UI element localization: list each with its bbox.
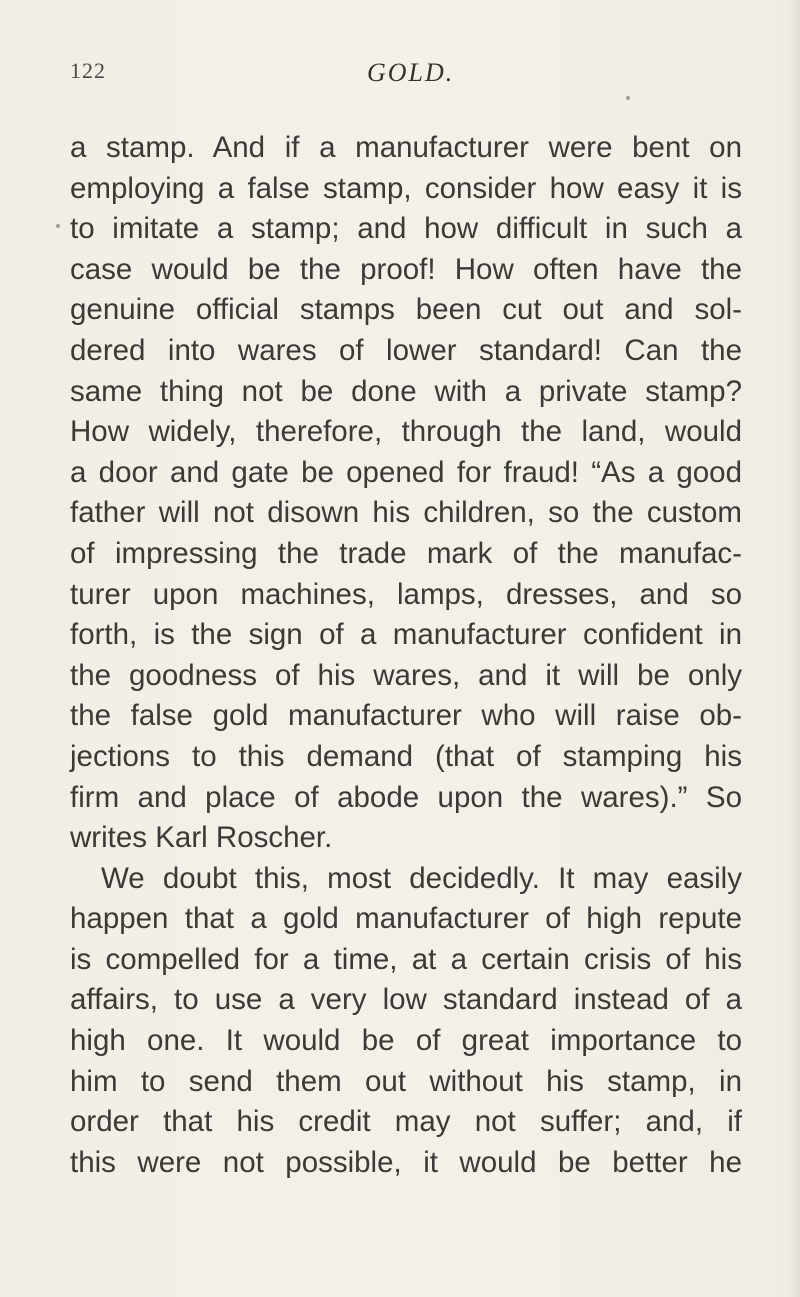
ink-speck <box>626 96 630 100</box>
text-line: is compelled for a time, at a certain crisis of his <box>70 942 742 976</box>
text-line: order that his credit may not suffer; and, if <box>70 1105 742 1139</box>
text-line: him to send them out without his stamp, in <box>70 1064 742 1098</box>
text-line: happen that a gold manufacturer of high repute <box>70 902 742 936</box>
text-line: father will not disown his children, so the custom <box>70 496 742 530</box>
text-line: of impressing the trade mark of the manufac- <box>70 536 742 570</box>
text-line: firm and place of abode upon the wares).” So <box>70 780 742 814</box>
page-edge-shadow <box>788 0 800 1297</box>
text-line: to imitate a stamp; and how difficult in such a <box>70 212 742 246</box>
page-number: 122 <box>70 58 106 83</box>
text-line: We doubt this, most decidedly. It may easily <box>101 861 742 895</box>
text-line: case would be the proof! How often have the <box>70 252 742 286</box>
ink-speck <box>56 224 60 228</box>
text-line: forth, is the sign of a manufacturer confident in <box>70 618 742 652</box>
text-line: a door and gate be opened for fraud! “As a good <box>70 455 742 489</box>
text-line: writes Karl Roscher. <box>70 821 333 855</box>
text-line: the false gold manufacturer who will raise ob- <box>70 699 742 733</box>
text-line: dered into wares of lower standard! Can the <box>70 333 742 367</box>
text-line: genuine official stamps been cut out and sol- <box>70 293 742 327</box>
text-line: the goodness of his wares, and it will be only <box>70 658 742 692</box>
text-line: same thing not be done with a private stamp? <box>70 374 742 408</box>
text-line: How widely, therefore, through the land, would <box>70 415 742 449</box>
running-title: GOLD. <box>367 58 455 87</box>
text-line: high one. It would be of great importance to <box>70 1024 742 1058</box>
running-head <box>0 58 800 98</box>
text-line: affairs, to use a very low standard instead of a <box>70 983 742 1017</box>
text-line: turer upon machines, lamps, dresses, and so <box>70 577 742 611</box>
body-text <box>70 128 742 1183</box>
text-line: jections to this demand (that of stamping his <box>70 739 742 773</box>
text-line: this were not possible, it would be better he <box>70 1145 742 1179</box>
text-line: employing a false stamp, consider how easy it is <box>70 171 742 205</box>
text-line: a stamp. And if a manufacturer were bent on <box>70 131 742 164</box>
